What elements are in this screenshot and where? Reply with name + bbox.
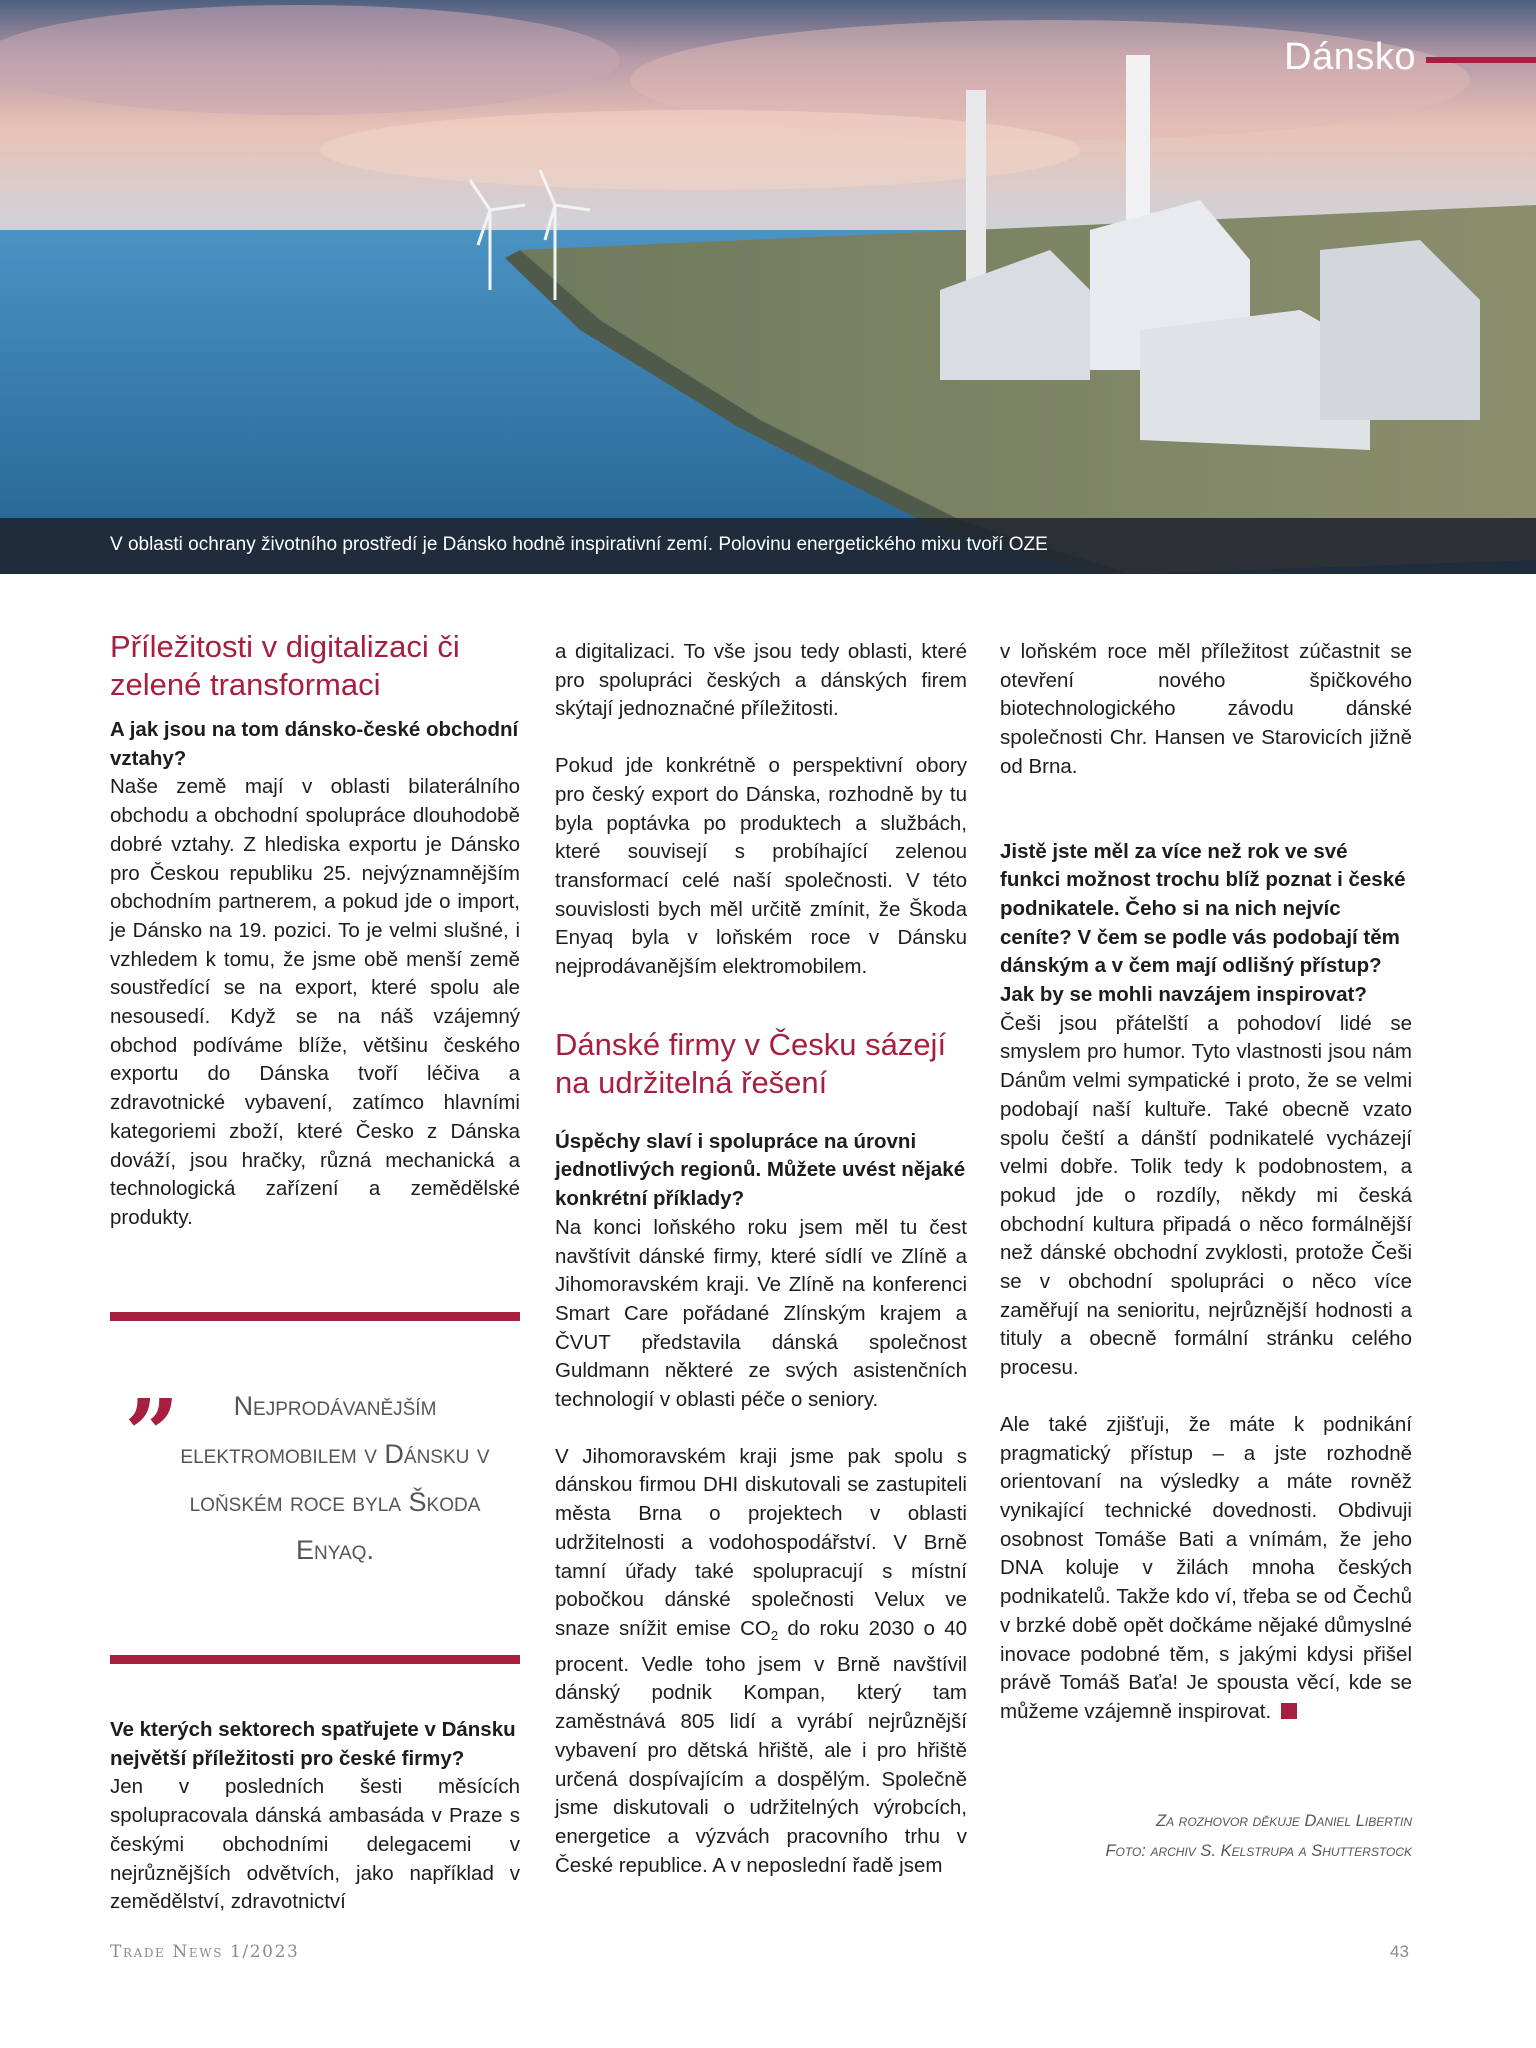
question-entrepreneurs: Jistě jste měl za více než rok ve své funkci možnost trochu blíž poznat i české podnikatele. Čeho si na nich nejvíc ceníte? V čem se podle vás podobají těm dánským a v čem mají odlišný přístup? Jak by se mohli navzájem inspirovat? (1000, 839, 1406, 1007)
column-1 (110, 628, 520, 1233)
question-relations: A jak jsou na tom dánsko-české obchodní vztahy? (110, 718, 519, 770)
pull-quote (110, 1312, 520, 1664)
quote-rule-bottom (110, 1655, 520, 1664)
quote-rule-top (110, 1312, 520, 1321)
photo-caption: V oblasti ochrany životního prostředí je Dánsko hodně inspirativní zemí. Polovinu energetického mixu tvoří OZE (110, 534, 1048, 555)
power-plant-illustration (0, 0, 1536, 574)
quote-mark-icon: „ (126, 1323, 182, 1436)
column-3 (1000, 638, 1412, 1727)
end-mark-icon (1281, 1703, 1297, 1719)
quote-text: Nejprodávanějším elektromobilem v Dánsku v loňském roce byla Škoda Enyaq. (180, 1391, 490, 1565)
photo-credit: Foto: archiv S. Kelstrupa a Shutterstock (1105, 1842, 1412, 1860)
section-accent-line (1426, 57, 1536, 63)
paragraph-digitalization: a digitalizaci. To vše jsou tedy oblasti, které pro spolupráci českých a dánských firem skýtají jednoznačné příležitosti. (555, 640, 967, 721)
credits (1000, 1806, 1412, 1866)
heading-danish-firms: Dánské firmy v Česku sázejí na udržitelná řešení (555, 1026, 947, 1100)
answer-sectors: Jen v posledních šesti měsících spolupracovala dánská ambasáda v Praze s českými obchodními delegacemi v nejrůznějších odvětvích, jako například v zemědělství, zdravotnictví (110, 1775, 520, 1914)
page-number: 43 (1390, 1942, 1409, 1961)
answer-regions-2: V Jihomoravském kraji jsme pak spolu s dánskou firmou DHI diskutovali se zastupiteli města Brna o projektech v oblasti udržitelnosti a vodohospodářství. V Brně tamní úřady také spolupracují s místní pobočkou dánské společnosti Velux ve snaze snížit emise $CO_2$ do roku 2030 o 40 procent. Vedle toho jsem v Brně navštívil dánský podnik Kompan, který tam zaměstnává 805 lidí a vyrábí nejrůznější vybavení pro dětská hřiště, ale i pro hřiště určená dospívajícím a dospělým. Společně jsme diskutovali o udržitelných výrobcích, energetice a výzvách pracovního trhu v České republice. A v neposlední řadě jsem (555, 1444, 967, 1877)
answer-entrepreneurs-1: Češi jsou přátelští a pohodoví lidé se smyslem pro humor. Tyto vlastnosti jsou nám Dánům velmi sympatické i proto, že se velmi podobají naší kultuře. Také obecně vzato spolu čeští a dánští podnikatelé vycházejí velmi dobře. Tolik tedy k podobnostem, a pokud jde o rozdíly, někdy mi česká obchodní kultura připadá o něco formálnější než dánské obchodní zvyklosti, protože Češi se v obchodní spolupráci o něco více zaměřují na senioritu, nejrůznější hodnosti a tituly a obecně formální stránku celého procesu. (1000, 1011, 1412, 1380)
column-2 (555, 638, 967, 1880)
hero-photo (0, 0, 1536, 574)
heading-opportunities: Příležitosti v digitalizaci či zelené transformaci (110, 629, 460, 702)
column-1-bottom (110, 1716, 520, 1917)
answer-entrepreneurs-2: Ale také zjišťuji, že máte k podnikání pragmatický přístup – a jste rozhodně orientovaní na výsledky a máte rovněž vynikající technické dovednosti. Obdivuji osobnost Tomáše Bati a vnímám, že jeho DNA koluje v žilách mnoha českých podnikatelů. Takže kdo ví, třeba se od Čechů v brzké době opět dočkáme nějaké důmyslné inovace podobné těm, s jakými kdysi přišel právě Tomáš Baťa! Je spousta věcí, kde se můžeme vzájemně inspirovat. (1000, 1412, 1412, 1723)
question-regions: Úspěchy slaví i spolupráce na úrovni jednotlivých regionů. Můžete uvést nějaké konkrétní příklady? (555, 1129, 966, 1211)
footer-publication: Trade News 1/2023 (110, 1942, 300, 1962)
answer-regions-1: Na konci loňského roku jsem měl tu čest navštívit dánské firmy, které sídlí ve Zlíně a Jihomoravském kraji. Ve Zlíně na konferenci Smart Care pořádané Zlínským krajem a ČVUT představila dánská společnost Guldmann některé ze svých asistenčních technologií v oblasti péče o seniory. (555, 1215, 967, 1412)
question-sectors: Ve kterých sektorech spatřujete v Dánsku největší příležitosti pro české firmy? (110, 1718, 516, 1770)
paragraph-chr-hansen: v loňském roce měl příležitost zúčastnit se otevření nového špičkového biotechnologického závodu dánské společnosti Chr. Hansen ve Starovicích jižně od Brna. (1000, 640, 1412, 778)
answer-relations: Naše země mají v oblasti bilaterálního obchodu a obchodní spolupráce dlouhodobě dobré vztahy. Z hlediska exportu je Dánsko pro Českou republiku 25. nejvýznamnějším obchodním partnerem, a pokud jde o import, je Dánsko na 19. pozici. To je velmi slušné, i vzhledem k tomu, že jsme obě menší země soustředící se na export, které spolu ale nesousedí. Když se na náš vzájemný obchod podíváme blíže, většinu českého exportu do Dánska tvoří léčiva a zdravotnické vybavení, zatímco hlavními kategoriemi zboží, které Česko z Dánska dováží, jsou hračky, různá mechanická a technologická zařízení a zemědělské produkty. (110, 775, 520, 1229)
paragraph-export: Pokud jde konkrétně o perspektivní obory pro český export do Dánska, rozhodně by tu byla poptávka po produktech a službách, které souvisejí s probíhající zelenou transformací celé naší společnosti. V této souvislosti bych měl určitě zmínit, že Škoda Enyaq byla v loňském roce v Dánsku nejprodávanějším elektromobilem. (555, 754, 967, 979)
interview-credit: Za rozhovor děkuje Daniel Libertin (1156, 1812, 1412, 1830)
section-title: Dánsko (1284, 36, 1416, 78)
